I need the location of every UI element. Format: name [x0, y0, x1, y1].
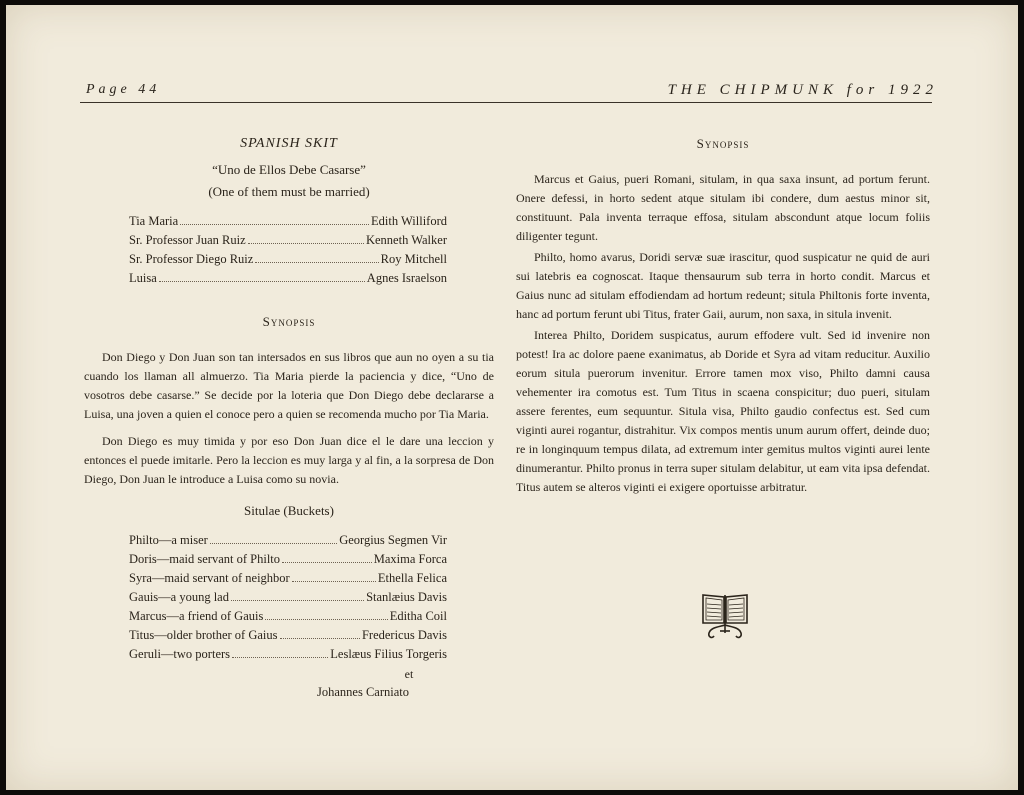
cast-role: Gauis—a young lad — [129, 590, 229, 604]
cast-row — [129, 233, 447, 252]
cast-actor: Leslæus Filius Torgeris — [330, 647, 447, 661]
cast-row — [129, 609, 447, 628]
skit-subtitle-translation: (One of them must be married) — [208, 184, 370, 199]
cast-actor: Fredericus Davis — [361, 628, 447, 642]
situlae-heading: Situlae (Buckets) — [244, 503, 334, 518]
leader-dots — [292, 581, 376, 582]
leader-dots — [159, 281, 365, 282]
conjunction-et: et — [404, 667, 414, 681]
cast-row — [129, 552, 447, 571]
synopsis-heading: Synopsis — [262, 314, 316, 329]
cast-row — [129, 533, 447, 552]
cast-row — [129, 647, 447, 666]
cast-role: Philto—a miser — [129, 533, 208, 547]
leader-dots — [248, 243, 364, 244]
cast-list — [84, 214, 447, 290]
cast-actor: Maxima Forca — [373, 552, 447, 566]
leader-dots — [180, 224, 369, 225]
leader-dots — [282, 562, 372, 563]
latin-synopsis-heading: Synopsis — [696, 136, 750, 151]
header-rule — [80, 102, 932, 103]
publication-title: THE CHIPMUNK for 1922 — [667, 82, 938, 98]
leader-dots — [210, 543, 337, 544]
cast-role: Sr. Professor Diego Ruiz — [129, 252, 254, 266]
cast-row — [129, 571, 447, 590]
cast-role: Geruli—two porters — [129, 647, 231, 661]
latin-paragraph: Interea Philto, Doridem suspicatus, aurum effodere vult. Sed id invenire non potest! Ira ac dolore paene exanimatus, ab Doride et Syra ad vitam reducitur. Auxilio eorum situla puerorum invenitur. Errore tamen mox viso, Philto damni causa vehementer ira comotus est. Tum Titus in scaena conspicitur; duo pueri, situlam assere ferentes, eum sequuntur. Situla visa, Philto gaudio confectus est. Sed cum viginti aurei rogantur, distrahitur. Vix compos mentis unum aurum offert, deinde duo; re in longinquum tempus dilata, ad extremum inter gemitus multos viginti aurei lente dinumerantur. Philto pronus in terra super situlam delabitur, ut eam vita ipsa defendat. Titus autem se alteros viginti ei exigere oportuisse arbitratur. — [516, 328, 930, 494]
cast-row — [129, 590, 447, 609]
page-number: Page 44 — [86, 82, 161, 97]
leader-dots — [232, 657, 328, 658]
left-column — [84, 133, 494, 700]
right-column — [516, 133, 930, 497]
leader-dots — [265, 619, 387, 620]
skit-subtitle: “Uno de Ellos Debe Casarse” — [212, 162, 366, 177]
cast-actor: Stanlæius Davis — [366, 590, 447, 604]
cast-role: Luisa — [129, 271, 157, 285]
cast-role: Tia Maria — [129, 214, 179, 228]
skit-title: SPANISH SKIT — [240, 136, 338, 151]
synopsis-paragraph: Don Diego y Don Juan son tan intersados en sus libros que aun no oyen a su tia cuando los llaman all almuerzo. Tia Maria pierde la paciencia y dice, “Uno de vosotros debe casarse.” Se decide por la loteria que Don Diego debe declararse a Luisa, una joven a quien el conoce pero a quien se recomenda mucho por Tia Maria. — [84, 350, 494, 421]
latin-paragraph: Marcus et Gaius, pueri Romani, situlam, in qua saxa insunt, ad portum ferunt. Onere defessi, in horto sedent atque situlam ibi condere, dum aestus minor sit, constituunt. Pala inventa terraque effosa, situlam abscondunt atque locum foliis diligenter tegunt. — [516, 172, 930, 243]
leader-dots — [280, 638, 360, 639]
cast-actor: Ethella Felica — [377, 571, 447, 585]
cast-role: Syra—maid servant of neighbor — [129, 571, 290, 585]
synopsis-paragraph: Don Diego es muy timida y por eso Don Juan dice el le dare una leccion y entonces el puede imitarle. Pero la leccion es muy larga y al fin, a la sorpresa de Don Diego, Don Juan le introduce a Luisa como su novia. — [84, 434, 494, 486]
cast-row — [129, 252, 447, 271]
cast-row — [129, 628, 447, 647]
cast-actor: Roy Mitchell — [380, 252, 447, 266]
cast-row — [129, 214, 447, 233]
cast-role: Sr. Professor Juan Ruiz — [129, 233, 246, 247]
running-header — [86, 82, 938, 104]
cast-actor: Georgius Segmen Vir — [339, 533, 447, 547]
cast-actor: Edith Williford — [371, 214, 447, 228]
cast-role: Doris—maid servant of Philto — [129, 552, 281, 566]
leader-dots — [231, 600, 364, 601]
cast-actor: Agnes Israelson — [366, 271, 447, 285]
latin-paragraph: Philto, homo avarus, Doridi servæ suæ irascitur, quod suspicatur ne quid de auri sui latebris ea cognoscat. Itaque thensaurum sub terra in horto condit. Marcus et Gaius nunc ad situlam effodiendam ad hortum redeunt; situla Philtonis forte inventa, hanc ad portum ferunt ubi Titus, frater Gaii, aurum, non saxa, in situla invenit. — [516, 250, 930, 321]
cast-actor: Editha Coil — [389, 609, 447, 623]
leader-dots — [255, 262, 378, 263]
cast-actor: Kenneth Walker — [365, 233, 447, 247]
cast-role: Marcus—a friend of Gauis — [129, 609, 264, 623]
cast-row — [129, 271, 447, 290]
cast-actor-last: Johannes Carniato — [317, 685, 409, 699]
situlae-cast-list — [84, 533, 447, 700]
cast-role: Titus—older brother of Gaius — [129, 628, 278, 642]
open-book-icon — [697, 589, 753, 643]
